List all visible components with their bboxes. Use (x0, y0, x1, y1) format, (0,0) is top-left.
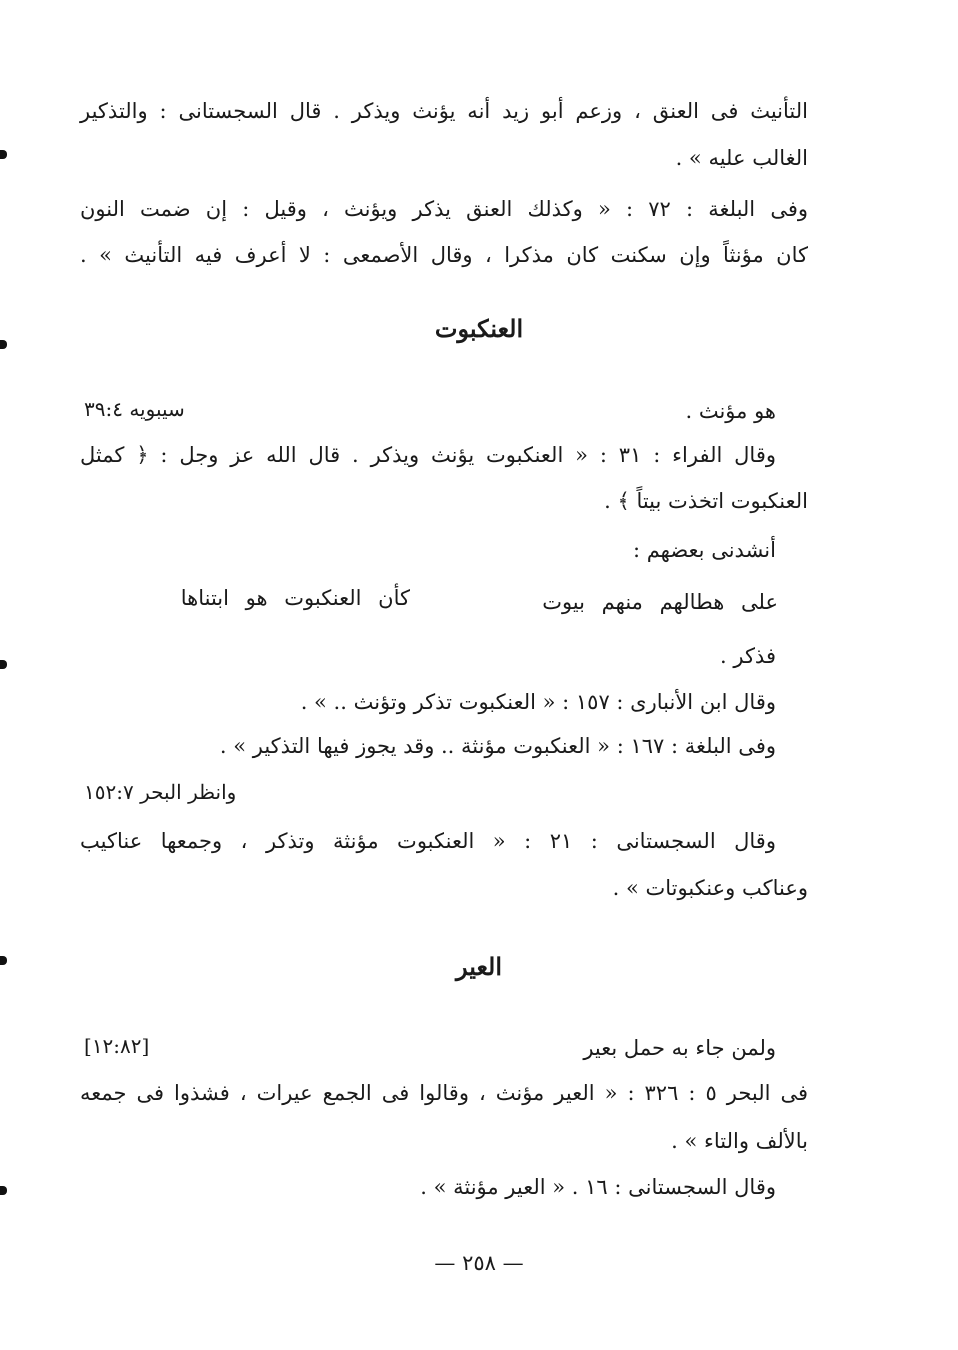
text-line: وفى البلغة : ٧٢ : « وكذلك العنق يذكر ويؤنث ، وقيل : إن ضمت النون (80, 197, 808, 221)
text-line: العنكبوت اتخذت بيتاً ﴾ . (604, 489, 808, 513)
source-reference: [١٢:٨٢] (84, 1034, 150, 1058)
verse-first-hemistich: على هطالهم منهم بيوت (542, 590, 778, 614)
text-line: التأنيث فى العنق ، وزعم أبو زيد أنه يؤنث ويذكر . قال السجستانى : والتذكير (80, 99, 808, 123)
text-line: وقال الفراء : ٣١ : « العنكبوت يؤنث ويذكر . قال الله عز وجل : ﴿ كمثل (80, 443, 776, 467)
scan-margin-mark (0, 150, 7, 159)
page-number: — ٢٥٨ — (434, 1251, 524, 1275)
text-line: كان مؤنثاً وإن سكنت كان مذكرا ، وقال الأصمعى : لا أعرف فيه التأنيث » . (80, 243, 808, 267)
source-reference: وانظر البحر ١٥٢:٧ (84, 780, 237, 804)
text-line: فى البحر ٥ : ٣٢٦ : « العير مؤنث ، وقالوا فى الجمع عيرات ، فشذوا فى جمعه (80, 1081, 808, 1105)
verse-second-hemistich: كأن العنكبوت هو ابتناها (180, 586, 410, 610)
source-reference: سيبويه ٣٩:٤ (84, 397, 185, 421)
text-line: هو مؤنث . (685, 399, 776, 423)
text-line: وقال السجستانى : ١٦ . « العير مؤنثة » . (420, 1175, 776, 1199)
text-line: الغالب عليه » . (675, 146, 808, 170)
text-line: وقال ابن الأنبارى : ١٥٧ : « العنكبوت تذكر وتؤنث .. » . (300, 690, 776, 714)
text-line: فذكر . (720, 644, 776, 668)
text-line: وقال السجستانى : ٢١ : « العنكبوت مؤنثة وتذكر ، وجمعها عناكيب (80, 829, 776, 853)
text-line: أنشدنى بعضهم : (632, 538, 776, 562)
entry-heading-ankabut: العنكبوت (434, 314, 524, 343)
entry-heading-air: العير (455, 952, 503, 981)
scan-margin-mark (0, 660, 7, 669)
scan-margin-mark (0, 1186, 7, 1195)
text-line: ولمن جاء به حمل بعير (583, 1036, 776, 1060)
text-line: بالألف والتاء » . (671, 1129, 808, 1153)
text-line: وعناكب وعنكبوتات » . (612, 876, 808, 900)
text-line: وفى البلغة : ١٦٧ : « العنكبوت مؤنثة .. وقد يجوز فيها التذكير » . (219, 734, 776, 758)
